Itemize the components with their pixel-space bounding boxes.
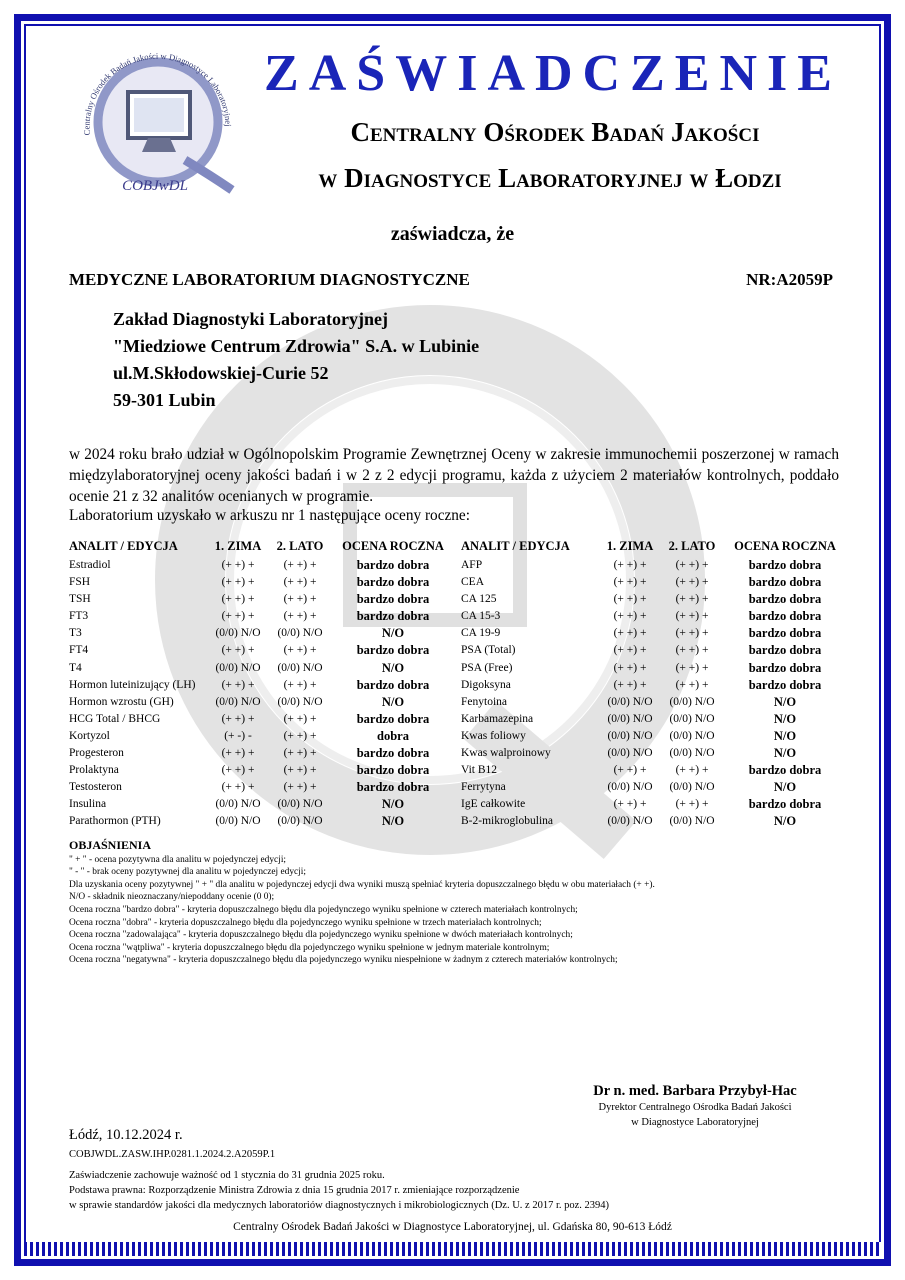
explanations: [69, 839, 655, 967]
edition-2-result: (0/0) N/O: [669, 712, 715, 725]
issuer-address-footer: Centralny Ośrodek Badań Jakości w Diagnostyce Laboratoryjnej, ul. Gdańska 80, 90-613 Łódź: [233, 1221, 672, 1233]
signatory-title-2: w Diagnostyce Laboratoryjnej: [631, 1117, 759, 1128]
edition-2-result: (0/0) N/O: [277, 695, 323, 708]
edition-1-result: (+ +) +: [221, 576, 255, 589]
header-annual-result: OCENA ROCZNA: [734, 539, 836, 553]
table-row: [461, 677, 851, 694]
table-row: [461, 711, 851, 728]
header-edition-1: 1. ZIMA: [606, 539, 654, 553]
annual-result: bardzo dobra: [748, 660, 822, 675]
edition-1-result: (+ +) +: [221, 781, 255, 794]
edition-1-result: (0/0) N/O: [607, 695, 653, 708]
table-row: [69, 608, 459, 625]
analyte-name: T4: [69, 661, 82, 674]
annual-result: bardzo dobra: [356, 677, 430, 692]
table-row: [461, 779, 851, 796]
signatory-title-1: Dyrektor Centralnego Ośrodka Badań Jakości: [598, 1102, 792, 1113]
analyte-name: IgE całkowite: [461, 798, 526, 811]
document-code: COBJWDL.ZASW.IHP.0281.1.2024.2.A2059P.1: [69, 1149, 276, 1160]
edition-1-result: (+ +) +: [613, 644, 647, 657]
edition-2-result: (+ +) +: [283, 593, 317, 606]
annual-result: N/O: [773, 728, 797, 743]
edition-1-result: (0/0) N/O: [607, 712, 653, 725]
analyte-name: AFP: [461, 559, 483, 571]
analyte-name: Karbamazepina: [461, 712, 534, 725]
table-row: [461, 728, 851, 745]
bottom-decorative-band: [24, 1242, 881, 1256]
lab-type: MEDYCZNE LABORATORIUM DIAGNOSTYCZNE: [69, 270, 470, 289]
analyte-name: FT4: [69, 644, 89, 657]
table-row: [69, 745, 459, 762]
edition-1-result: (+ -) -: [224, 729, 252, 742]
annual-result: bardzo dobra: [356, 643, 430, 658]
edition-2-result: (+ +) +: [283, 678, 317, 691]
annual-result: N/O: [773, 746, 797, 761]
analyte-name: FT3: [69, 610, 89, 623]
edition-1-result: (0/0) N/O: [215, 695, 261, 708]
explanation-line: Ocena roczna "negatywna" - kryteria dopuszczalnego błędu dla pojedynczego wyniku niespełnione w żadnym z czterech materiałów kontrolnych;: [69, 955, 618, 966]
edition-2-result: (+ +) +: [283, 781, 317, 794]
table-row: [69, 813, 459, 830]
analyte-name: B-2-mikroglobulina: [461, 815, 553, 828]
annual-result: bardzo dobra: [748, 677, 822, 692]
annual-result: N/O: [773, 694, 797, 709]
edition-2-result: (+ +) +: [283, 610, 317, 623]
analyte-name: Insulina: [69, 798, 107, 811]
edition-1-result: (0/0) N/O: [215, 798, 261, 811]
edition-2-result: (0/0) N/O: [277, 661, 323, 674]
analyte-name: Estradiol: [69, 559, 111, 571]
table-row: [461, 642, 851, 659]
analyte-name: CA 15-3: [461, 610, 501, 623]
table-row: [461, 762, 851, 779]
edition-1-result: (0/0) N/O: [607, 729, 653, 742]
table-header: [461, 538, 851, 557]
analyte-name: Hormon wzrostu (GH): [69, 695, 174, 708]
legal-basis-line: Podstawa prawna: Rozporządzenie Ministra Zdrowia z dnia 15 grudnia 2017 r. zmieniające rozporządzenie: [69, 1185, 520, 1196]
edition-2-result: (+ +) +: [283, 644, 317, 657]
edition-1-result: (+ +) +: [613, 627, 647, 640]
analyte-name: PSA (Free): [461, 661, 513, 674]
edition-2-result: (+ +) +: [675, 678, 709, 691]
table-row: [461, 660, 851, 677]
annual-result: bardzo dobra: [748, 558, 822, 572]
edition-1-result: (+ +) +: [221, 593, 255, 606]
edition-1-result: (+ +) +: [613, 610, 647, 623]
header-analyte: ANALIT / EDYCJA: [461, 539, 570, 553]
header-annual-result: OCENA ROCZNA: [342, 539, 444, 553]
edition-2-result: (+ +) +: [675, 661, 709, 674]
annual-result: bardzo dobra: [748, 626, 822, 641]
edition-2-result: (0/0) N/O: [669, 747, 715, 760]
table-row: [69, 557, 459, 574]
edition-2-result: (+ +) +: [675, 576, 709, 589]
edition-2-result: (0/0) N/O: [277, 627, 323, 640]
results-intro: Laboratorium uzyskało w arkuszu nr 1 następujące oceny roczne:: [69, 507, 470, 524]
annual-result: bardzo dobra: [748, 575, 822, 590]
table-row: [461, 813, 851, 830]
annual-result: N/O: [773, 814, 797, 829]
analyte-name: Kortyzol: [69, 729, 110, 742]
annual-result: bardzo dobra: [748, 797, 822, 812]
annual-result: N/O: [381, 694, 405, 709]
analyte-name: Prolaktyna: [69, 764, 119, 777]
table-row: [461, 608, 851, 625]
table-row: [461, 591, 851, 608]
edition-2-result: (+ +) +: [283, 712, 317, 725]
edition-1-result: (+ +) +: [221, 764, 255, 777]
edition-2-result: (+ +) +: [283, 747, 317, 760]
edition-2-result: (0/0) N/O: [669, 781, 715, 794]
annual-result: bardzo dobra: [748, 592, 822, 607]
footer-block: [69, 1127, 609, 1213]
explanation-line: " - " - brak oceny pozytywnej dla analitu w pojedynczej edycji;: [69, 867, 306, 878]
explanation-line: " + " - ocena pozytywna dla analitu w pojedynczej edycji;: [69, 854, 287, 865]
edition-2-result: (+ +) +: [283, 559, 317, 571]
table-row: [69, 762, 459, 779]
explanation-line: N/O - składnik nieoznaczany/niepoddany ocenie (0 0);: [69, 892, 275, 903]
table-row: [69, 694, 459, 711]
edition-1-result: (0/0) N/O: [607, 815, 653, 828]
analyte-name: Parathormon (PTH): [69, 815, 161, 828]
table-row: [69, 574, 459, 591]
analyte-name: FSH: [69, 576, 91, 589]
edition-1-result: (+ +) +: [613, 661, 647, 674]
edition-2-result: (+ +) +: [675, 610, 709, 623]
issuer-name-line2: w Diagnostyce Laboratoryjnej w Łodzi: [318, 163, 782, 193]
logo-circle-text: Centralny Ośrodek Badań Jakości w Diagnostyce Laboratoryjnej: [81, 50, 234, 136]
table-row: [69, 677, 459, 694]
edition-2-result: (+ +) +: [675, 798, 709, 811]
header-edition-2: 2. LATO: [276, 539, 324, 553]
table-row: [461, 625, 851, 642]
edition-1-result: (+ +) +: [221, 678, 255, 691]
edition-1-result: (+ +) +: [613, 678, 647, 691]
edition-2-result: (0/0) N/O: [669, 695, 715, 708]
table-row: [69, 591, 459, 608]
table-row: [69, 642, 459, 659]
analyte-name: Hormon luteinizujący (LH): [69, 678, 196, 691]
cobjwdl-logo: [60, 40, 250, 200]
address-line: 59-301 Lubin: [113, 390, 216, 410]
header-analyte: ANALIT / EDYCJA: [69, 539, 178, 553]
analyte-name: Fenytoina: [461, 695, 507, 708]
table-row: [461, 574, 851, 591]
annual-result: bardzo dobra: [748, 609, 822, 624]
edition-1-result: (+ +) +: [613, 593, 647, 606]
edition-1-result: (+ +) +: [613, 764, 647, 777]
annual-result: bardzo dobra: [356, 780, 430, 795]
annual-result: bardzo dobra: [356, 558, 430, 572]
results-table-right: [461, 538, 851, 831]
explanation-line: Dla uzyskania oceny pozytywnej " + " dla analitu w pojedynczej edycji dwa wyniki muszą spełniać kryteria dopuszczalnego błędu w obu materiałach (+ +).: [69, 879, 655, 890]
analyte-name: T3: [69, 627, 82, 640]
lab-number: NR:A2059P: [746, 270, 833, 289]
annual-result: bardzo dobra: [356, 746, 430, 761]
explanation-line: Ocena roczna "wątpliwa" - kryteria dopuszczalnego błędu dla pojedynczego wyniku spełnione w jednym materiale kontrolnym;: [69, 942, 550, 953]
header-edition-1: 1. ZIMA: [214, 539, 262, 553]
analyte-name: Kwas walproinowy: [461, 747, 551, 760]
analyte-name: Digoksyna: [461, 678, 511, 691]
annual-result: bardzo dobra: [356, 763, 430, 778]
table-row: [69, 625, 459, 642]
edition-1-result: (0/0) N/O: [215, 661, 261, 674]
edition-2-result: (+ +) +: [283, 729, 317, 742]
annual-result: bardzo dobra: [356, 592, 430, 607]
table-row: [69, 728, 459, 745]
certifies-text: zaświadcza, że: [390, 223, 515, 245]
annual-result: N/O: [381, 814, 405, 829]
edition-1-result: (+ +) +: [613, 559, 647, 571]
logo-abbrev: COBJwDL: [122, 178, 188, 194]
annual-result: bardzo dobra: [356, 609, 430, 624]
table-row: [461, 745, 851, 762]
explanation-line: Ocena roczna "zadowalająca" - kryteria dopuszczalnego błędu dla pojedynczego wyniku spełnione w dwóch materiałach kontrolnych;: [69, 930, 573, 941]
edition-1-result: (+ +) +: [221, 644, 255, 657]
table-row: [461, 796, 851, 813]
document-title: ZAŚWIADCZENIE: [264, 45, 842, 102]
lab-address: [113, 306, 479, 414]
analyte-name: Testosteron: [69, 781, 122, 794]
table-header: [69, 538, 459, 557]
explanation-line: Ocena roczna "bardzo dobra" - kryteria dopuszczalnego błędu dla pojedynczego wyniku spełnione w czterech materiałach kontrolnych;: [69, 904, 578, 915]
annual-result: bardzo dobra: [356, 711, 430, 726]
issuer-name-line1: Centralny Ośrodek Badań Jakości: [350, 117, 760, 147]
address-line: ul.M.Skłodowskiej-Curie 52: [113, 363, 329, 383]
annual-result: bardzo dobra: [356, 575, 430, 590]
edition-2-result: (+ +) +: [675, 644, 709, 657]
table-row: [69, 796, 459, 813]
explanations-heading: OBJAŚNIENIA: [69, 838, 152, 852]
signature-block: [555, 1083, 835, 1130]
edition-1-result: (0/0) N/O: [215, 627, 261, 640]
annual-result: N/O: [773, 711, 797, 726]
analyte-name: PSA (Total): [461, 644, 516, 657]
legal-basis-line: w sprawie standardów jakości dla medycznych laboratoriów diagnostycznych i mikrobiologicznych (Dz. U. z 2017 r. poz. 2394): [69, 1200, 610, 1211]
edition-2-result: (0/0) N/O: [277, 798, 323, 811]
edition-2-result: (0/0) N/O: [669, 729, 715, 742]
edition-1-result: (0/0) N/O: [215, 815, 261, 828]
edition-2-result: (+ +) +: [283, 576, 317, 589]
edition-2-result: (0/0) N/O: [669, 815, 715, 828]
edition-2-result: (+ +) +: [675, 627, 709, 640]
annual-result: bardzo dobra: [748, 643, 822, 658]
header-edition-2: 2. LATO: [668, 539, 716, 553]
analyte-name: CA 125: [461, 593, 497, 606]
edition-2-result: (+ +) +: [675, 764, 709, 777]
table-row: [69, 660, 459, 677]
edition-1-result: (+ +) +: [221, 712, 255, 725]
annual-result: N/O: [381, 797, 405, 812]
annual-result: N/O: [381, 660, 405, 675]
edition-1-result: (0/0) N/O: [607, 747, 653, 760]
analyte-name: Kwas foliowy: [461, 729, 526, 742]
table-row: [461, 557, 851, 574]
analyte-name: CEA: [461, 576, 484, 589]
edition-1-result: (+ +) +: [221, 559, 255, 571]
analyte-name: Ferrytyna: [461, 781, 506, 794]
analyte-name: CA 19-9: [461, 627, 501, 640]
participation-description: w 2024 roku brało udział w Ogólnopolskim Programie Zewnętrznej Oceny w zakresie immunochemii poszerzonej w ramach międzylaboratoryjnej oceny jakości badań i w 2 z 2 edycji programu, każda z użyciem 2 materiałów kontrolnych, poddało ocenie 21 z 32 analitów ocenianych w programie.: [69, 446, 839, 505]
annual-result: dobra: [377, 728, 409, 743]
table-row: [69, 779, 459, 796]
edition-1-result: (+ +) +: [221, 747, 255, 760]
analyte-name: HCG Total / BHCG: [69, 712, 161, 725]
edition-2-result: (+ +) +: [675, 559, 709, 571]
analyte-name: Progesteron: [69, 747, 124, 760]
address-line: "Miedziowe Centrum Zdrowia" S.A. w Lubinie: [113, 336, 480, 356]
edition-1-result: (0/0) N/O: [607, 781, 653, 794]
explanation-line: Ocena roczna "dobra" - kryteria dopuszczalnego błędu dla pojedynczego wyniku spełnione w trzech materiałach kontrolnych;: [69, 917, 542, 928]
table-row: [69, 711, 459, 728]
annual-result: N/O: [773, 780, 797, 795]
issue-date: Łódź, 10.12.2024 r.: [69, 1127, 183, 1143]
results-table-left: [69, 538, 459, 831]
edition-2-result: (+ +) +: [283, 764, 317, 777]
edition-2-result: (0/0) N/O: [277, 815, 323, 828]
edition-1-result: (+ +) +: [221, 610, 255, 623]
edition-1-result: (+ +) +: [613, 798, 647, 811]
validity-line: Zaświadczenie zachowuje ważność od 1 stycznia do 31 grudnia 2025 roku.: [69, 1170, 385, 1181]
edition-1-result: (+ +) +: [613, 576, 647, 589]
table-row: [461, 694, 851, 711]
validity-text: [69, 1168, 609, 1213]
signatory-name: Dr n. med. Barbara Przybył-Hac: [593, 1083, 797, 1099]
annual-result: N/O: [381, 626, 405, 641]
edition-2-result: (+ +) +: [675, 593, 709, 606]
address-line: Zakład Diagnostyki Laboratoryjnej: [113, 309, 389, 329]
analyte-name: TSH: [69, 593, 91, 606]
annual-result: bardzo dobra: [748, 763, 822, 778]
analyte-name: Vit B12: [461, 764, 498, 777]
